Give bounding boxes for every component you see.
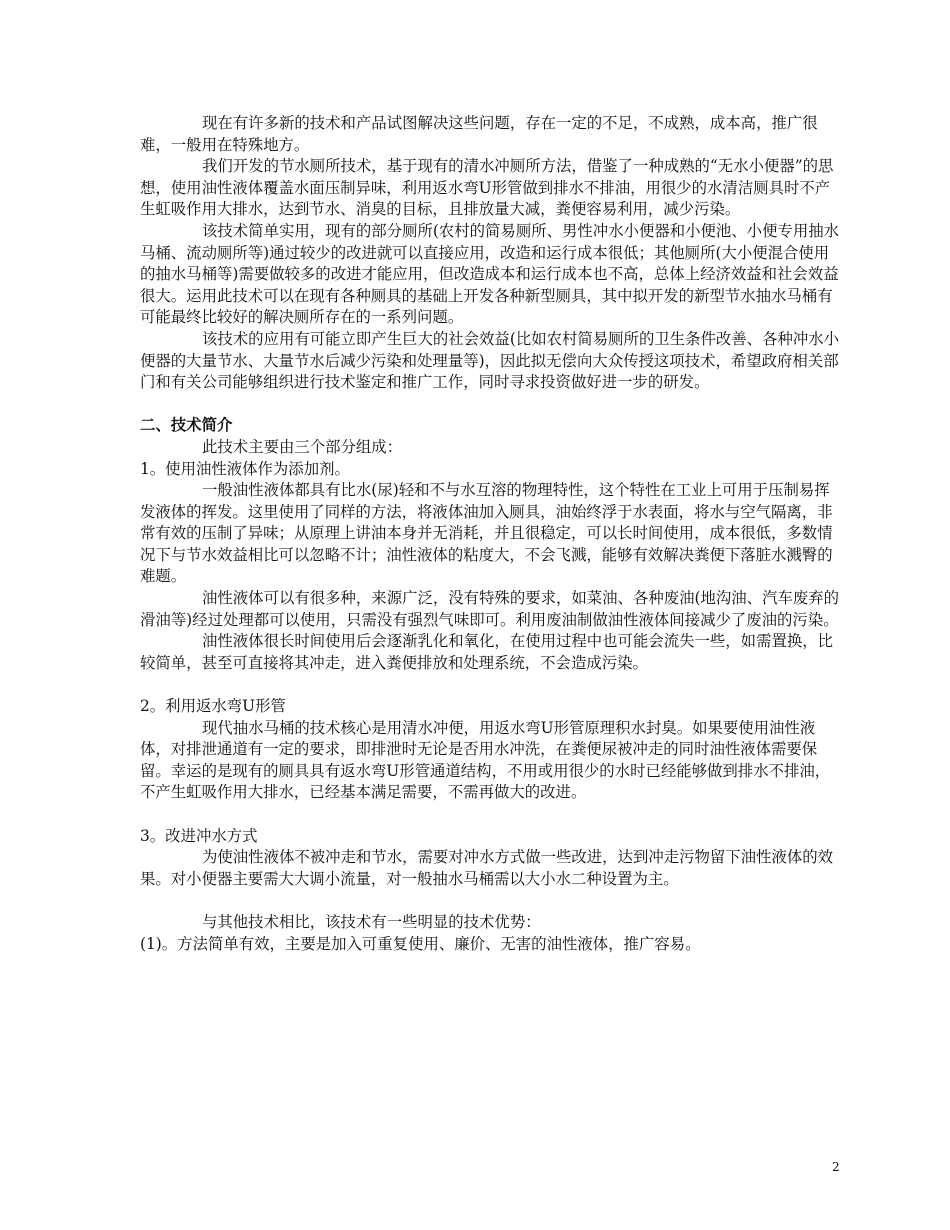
paragraph: 油性液体很长时间使用后会逐渐乳化和氧化，在使用过程中也可能会流失一些，如需置换，比较简单，甚至可直接将其冲走，进入粪便排放和处理系统，不会造成污染。	[140, 632, 834, 672]
spacer	[140, 890, 840, 912]
page-body	[140, 113, 840, 955]
subsection-title: 2。利用返水弯U形管	[140, 697, 286, 716]
paragraph: 现在有许多新的技术和产品试图解决这些问题，存在一定的不足，不成熟，成本高，推广很难，一般用在特殊地方。	[140, 114, 818, 154]
paragraph: 该技术简单实用，现有的部分厕所(农村的简易厕所、男性冲水小便器和小便池、小便专用抽水马桶、流动厕所等)通过较少的改进就可以直接应用，改造和运行成本很低；其他厕所(大小便混合使用的抽水马桶等)需要做较多的改进才能应用，但改造成本和运行成本也不高，总体上经济效益和社会效益很大。运用此技术可以在现有各种厕具的基础上开发各种新型厕具，其中拟开发的新型节水抽水马桶有可能最终比较好的解决厕所存在的一系列问题。	[140, 221, 840, 327]
paragraph: 该技术的应用有可能立即产生巨大的社会效益(比如农村简易厕所的卫生条件改善、各种冲水小便器的大量节水、大量节水后减少污染和处理量等)，因此拟无偿向大众传授这项技术，希望政府相关部门和有关公司能够组织进行技术鉴定和推广工作，同时寻求投资做好进一步的研发。	[140, 329, 840, 392]
paragraph: 油性液体可以有很多种，来源广泛，没有特殊的要求，如菜油、各种废油(地沟油、汽车废弃的滑油等)经过处理都可以使用，只需没有强烈气味即可。利用废油制做油性液体间接减少了废油的污染。	[140, 589, 840, 629]
page-number: 2	[832, 1160, 840, 1174]
section-lead: 此技术主要由三个部分组成：	[202, 437, 403, 456]
spacer	[140, 804, 840, 826]
subsection-title: 3。改进冲水方式	[140, 826, 258, 845]
subsection-title: 1。使用油性液体作为添加剂。	[140, 459, 350, 478]
spacer	[140, 674, 840, 696]
paragraph: 我们开发的节水厕所技术，基于现有的清水冲厕所方法，借鉴了一种成熟的“无水小便器”的思想，使用油性液体覆盖水面压制异味，利用返水弯U形管做到排水不排油，用很少的水清洁厕具时不产生虹吸作用大排水，达到节水、消臭的目标，且排放量大减，粪便容易利用，减少污染。	[140, 157, 834, 219]
section-heading: 二、技术简介	[140, 416, 233, 435]
paragraph: 为使油性液体不被冲走和节水，需要对冲水方式做一些改进，达到冲走污物留下油性液体的效果。对小便器主要需大大调小流量，对一般抽水马桶需以大小水二种设置为主。	[140, 848, 834, 888]
paragraph: 一般油性液体都具有比水(尿)轻和不与水互溶的物理特性，这个特性在工业上可用于压制易挥发液体的挥发。这里使用了同样的方法，将液体油加入厕具，油始终浮于水表面，将水与空气隔离，非常有效的压制了异味；从原理上讲油本身并无消耗，并且很稳定，可以长时间使用，成本很低，多数情况下与节水效益相比可以忽略不计；油性液体的粘度大，不会飞溅，能够有效解决粪便下落脏水溅臀的难题。	[140, 481, 833, 586]
advantage-item: (1)。方法简单有效，主要是加入可重复使用、廉价、无害的油性液体，推广容易。	[140, 934, 701, 953]
paragraph: 现代抽水马桶的技术核心是用清水冲便，用返水弯U形管原理积水封臭。如果要使用油性液体，对排泄通道有一定的要求，即排泄时无论是否用水冲洗，在粪便尿被冲走的同时油性液体需要保留。幸运的是现有的厕具具有返水弯U形管通道结构，不用或用很少的水时已经能够做到排水不排油，不产生虹吸作用大排水，已经基本满足需要，不需再做大的改进。	[140, 718, 831, 802]
spacer	[140, 394, 840, 416]
advantages-lead: 与其他技术相比，该技术有一些明显的技术优势：	[202, 912, 541, 931]
